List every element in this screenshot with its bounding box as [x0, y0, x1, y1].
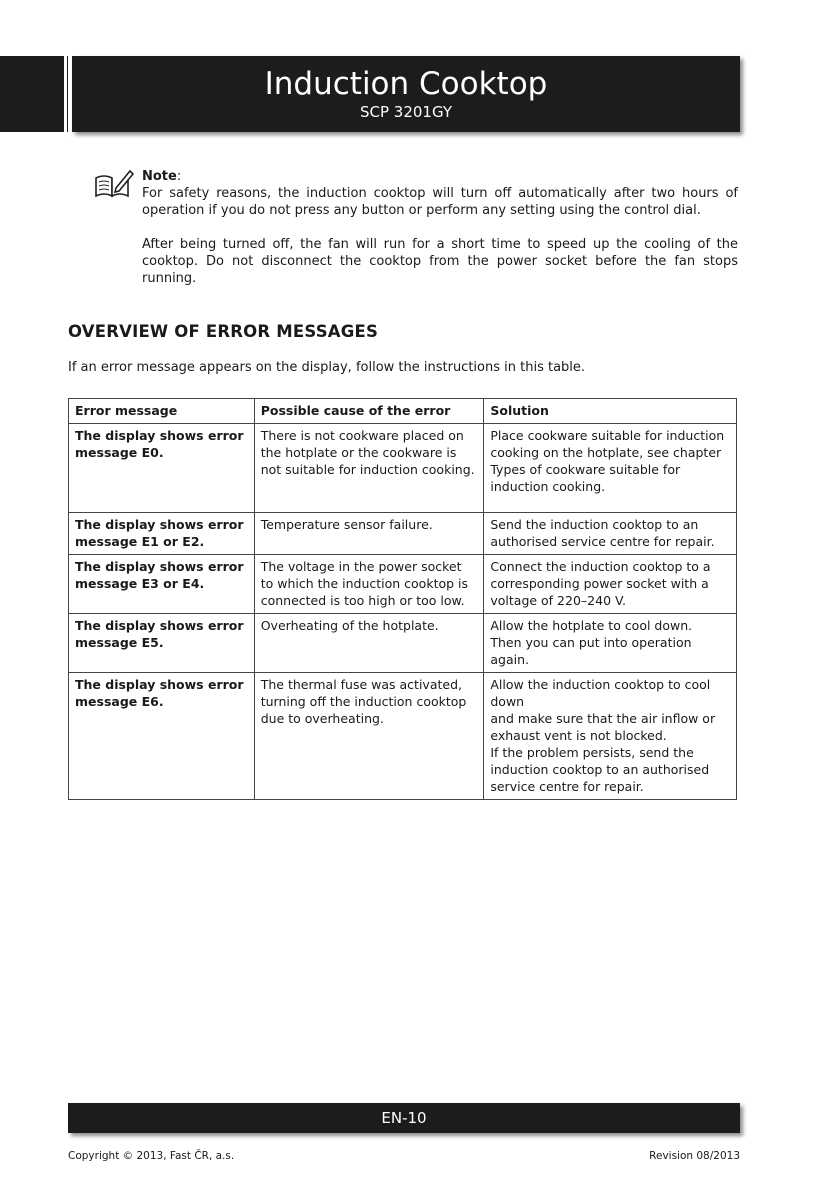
note-heading-colon: : — [176, 169, 182, 184]
column-header: Possible cause of the error — [254, 399, 484, 424]
cause-cell: There is not cookware placed on the hotplate or the cookware is not suitable for induction cooking. — [254, 424, 484, 513]
cause-cell: The voltage in the power socket to which the induction cooktop is connected is too high or too low. — [254, 555, 484, 614]
error-message-cell: The display shows error message E0. — [69, 424, 255, 513]
table-row — [69, 614, 737, 673]
page-number-bar — [68, 1103, 740, 1133]
table-header-row — [69, 399, 737, 424]
revision: Revision 08/2013 — [649, 1150, 740, 1162]
language-tab — [0, 56, 68, 170]
book-pencil-icon — [94, 168, 134, 200]
solution-line: Then you can put into operation again. — [490, 635, 692, 667]
solution-line: Allow the induction cooktop to cool down — [490, 677, 711, 709]
solution-cell — [484, 673, 737, 800]
note-paragraph: After being turned off, the fan will run for a short time to speed up the cooling of the cooktop. Do not disconnect the cooktop from the power socket before the fan stops running. — [142, 237, 738, 286]
note-paragraph: For safety reasons, the induction cooktop will turn off automatically after two hours of operation if you do not press any button or perform any setting using the control dial. — [142, 186, 738, 218]
error-message-cell: The display shows error message E6. — [69, 673, 255, 800]
cause-cell: The thermal fuse was activated, turning off the induction cooktop due to overheating. — [254, 673, 484, 800]
solution-cell — [484, 424, 737, 513]
copyright: Copyright © 2013, Fast ČR, a.s. — [68, 1150, 235, 1162]
error-message-cell: The display shows error message E3 or E4. — [69, 555, 255, 614]
table-row — [69, 555, 737, 614]
cause-cell: Temperature sensor failure. — [254, 513, 484, 555]
solution-cell — [484, 513, 737, 555]
solution-cell — [484, 555, 737, 614]
page-title: Induction Cooktop — [264, 66, 548, 102]
solution-line: Connect the induction cooktop to a corresponding power socket with a voltage of 220–240 V. — [490, 559, 711, 608]
section-heading: OVERVIEW OF ERROR MESSAGES — [68, 322, 379, 341]
language-tab-divider — [64, 56, 67, 132]
cause-cell: Overheating of the hotplate. — [254, 614, 484, 673]
column-header: Solution — [484, 399, 737, 424]
solution-line: Allow the hotplate to cool down. — [490, 618, 693, 633]
solution-line: Place cookware suitable for induction cooking on the hotplate, see chapter Types of cookware suitable for induction cooking. — [490, 428, 725, 494]
error-table — [68, 398, 737, 800]
solution-cell — [484, 614, 737, 673]
solution-line: Send the induction cooktop to an authorised service centre for repair. — [490, 517, 715, 549]
page-header — [72, 56, 740, 132]
error-message-cell: The display shows error message E1 or E2. — [69, 513, 255, 555]
table-row — [69, 673, 737, 800]
model-number: SCP 3201GY — [359, 103, 453, 121]
solution-line: and make sure that the air inflow or exhaust vent is not blocked. — [490, 711, 716, 743]
language-label: EN — [19, 128, 49, 170]
note-heading: Note — [142, 169, 177, 184]
table-row — [69, 424, 737, 513]
error-message-cell: The display shows error message E5. — [69, 614, 255, 673]
page-number: EN-10 — [381, 1109, 427, 1127]
section-intro: If an error message appears on the display, follow the instructions in this table. — [68, 360, 586, 375]
table-row — [69, 513, 737, 555]
column-header: Error message — [69, 399, 255, 424]
solution-line: If the problem persists, send the induction cooktop to an authorised service centre for repair. — [490, 745, 710, 794]
note-block — [142, 168, 738, 287]
